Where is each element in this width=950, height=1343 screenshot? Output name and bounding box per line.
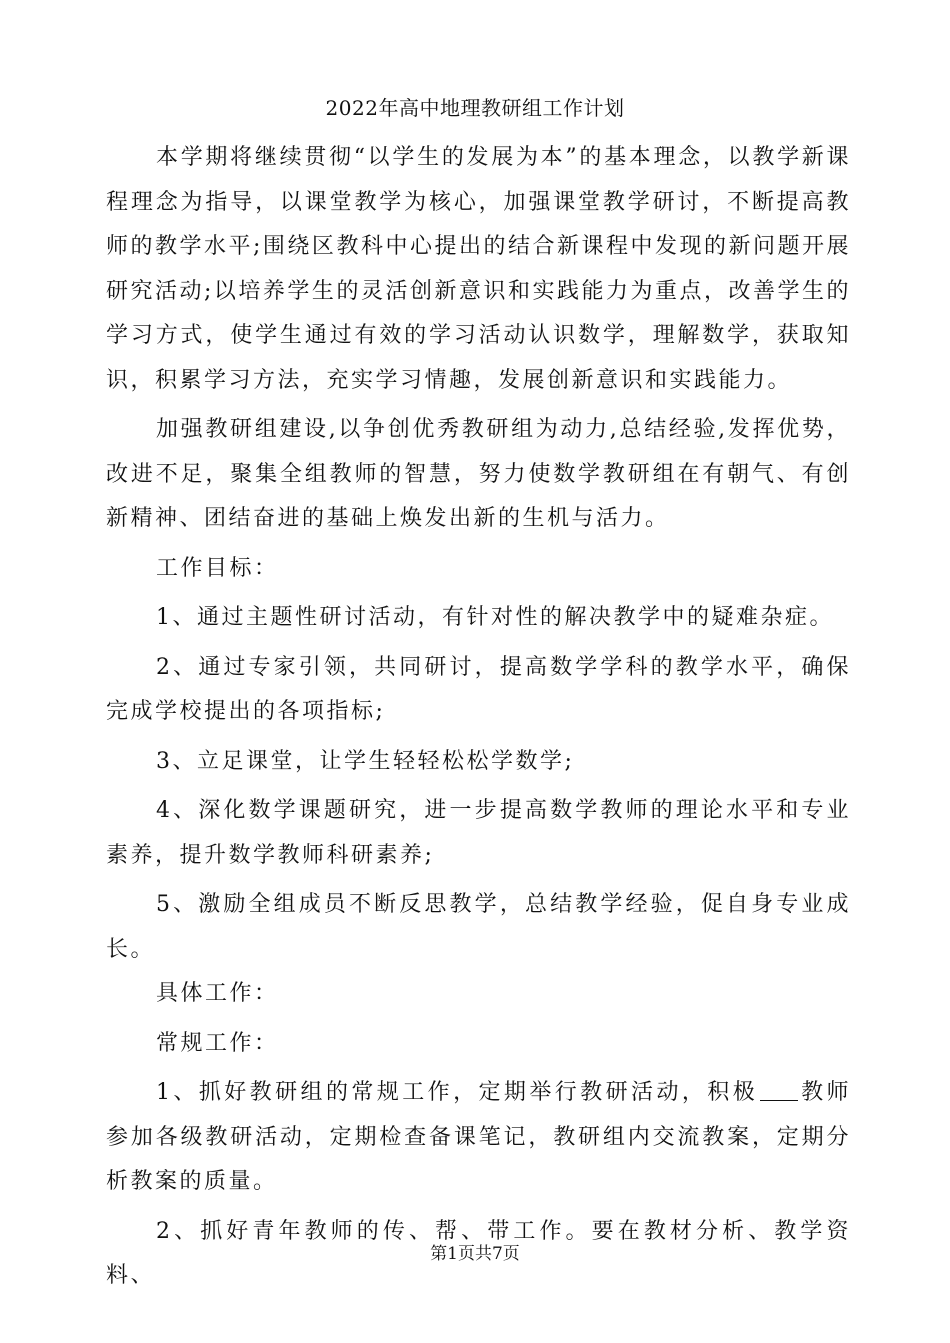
fill-in-blank xyxy=(760,1078,798,1101)
document-body xyxy=(106,136,851,1299)
team-building-paragraph: 加强教研组建设,以争创优秀教研组为动力,总结经验,发挥优势，改进不足，聚集全组教师的智慧，努力使数学教研组在有朝气、有创新精神、团结奋进的基础上焕发出新的生机与活力。 xyxy=(106,417,851,531)
goal-item-1: 1、通过主题性研讨活动，有针对性的解决教学中的疑难杂症。 xyxy=(156,605,834,630)
document-title: 2022年高中地理教研组工作计划 xyxy=(325,96,625,120)
routine-item-1-start: 1、抓好教研组的常规工作，定期举行教研活动，积极 xyxy=(156,1080,759,1105)
routine-work-heading: 常规工作： xyxy=(156,1030,279,1056)
goals-heading: 工作目标： xyxy=(156,555,279,581)
routine-item-2: 2、抓好青年教师的传、帮、带工作。要在教材分析、教学资料、 xyxy=(106,1218,851,1288)
routine-item-1 xyxy=(106,1071,851,1205)
goal-item-2: 2、通过专家引领，共同研讨，提高数学学科的教学水平，确保完成学校提出的各项指标; xyxy=(106,654,851,724)
goal-item-4: 4、深化数学课题研究，进一步提高数学教师的理论水平和专业素养，提升数学教师科研素养; xyxy=(106,798,851,868)
intro-paragraph: 本学期将继续贯彻“以学生的发展为本”的基本理念，以教学新课程理念为指导，以课堂教学为核心，加强课堂教学研讨，不断提高教师的教学水平;围绕区教科中心提出的结合新课程中发现的新问题开展研究活动;以培养学生的灵活创新意识和实践能力为重点，改善学生的学习方式，使学生通过有效的学习活动认识数学，理解数学，获取知识，积累学习方法，充实学习情趣，发展创新意识和实践能力。 xyxy=(106,145,851,393)
goal-item-5: 5、激励全组成员不断反思教学，总结教学经验，促自身专业成长。 xyxy=(106,892,851,962)
goal-item-3: 3、立足课堂，让学生轻轻松松学数学; xyxy=(156,748,575,774)
page-number-footer: 第1页共7页 xyxy=(430,1244,520,1264)
specific-work-heading: 具体工作： xyxy=(156,981,279,1006)
routine-item-1-end: 教师参加各级教研活动，定期检查备课笔记，教研组内交流教案，定期分析教案的质量。 xyxy=(106,1080,851,1194)
